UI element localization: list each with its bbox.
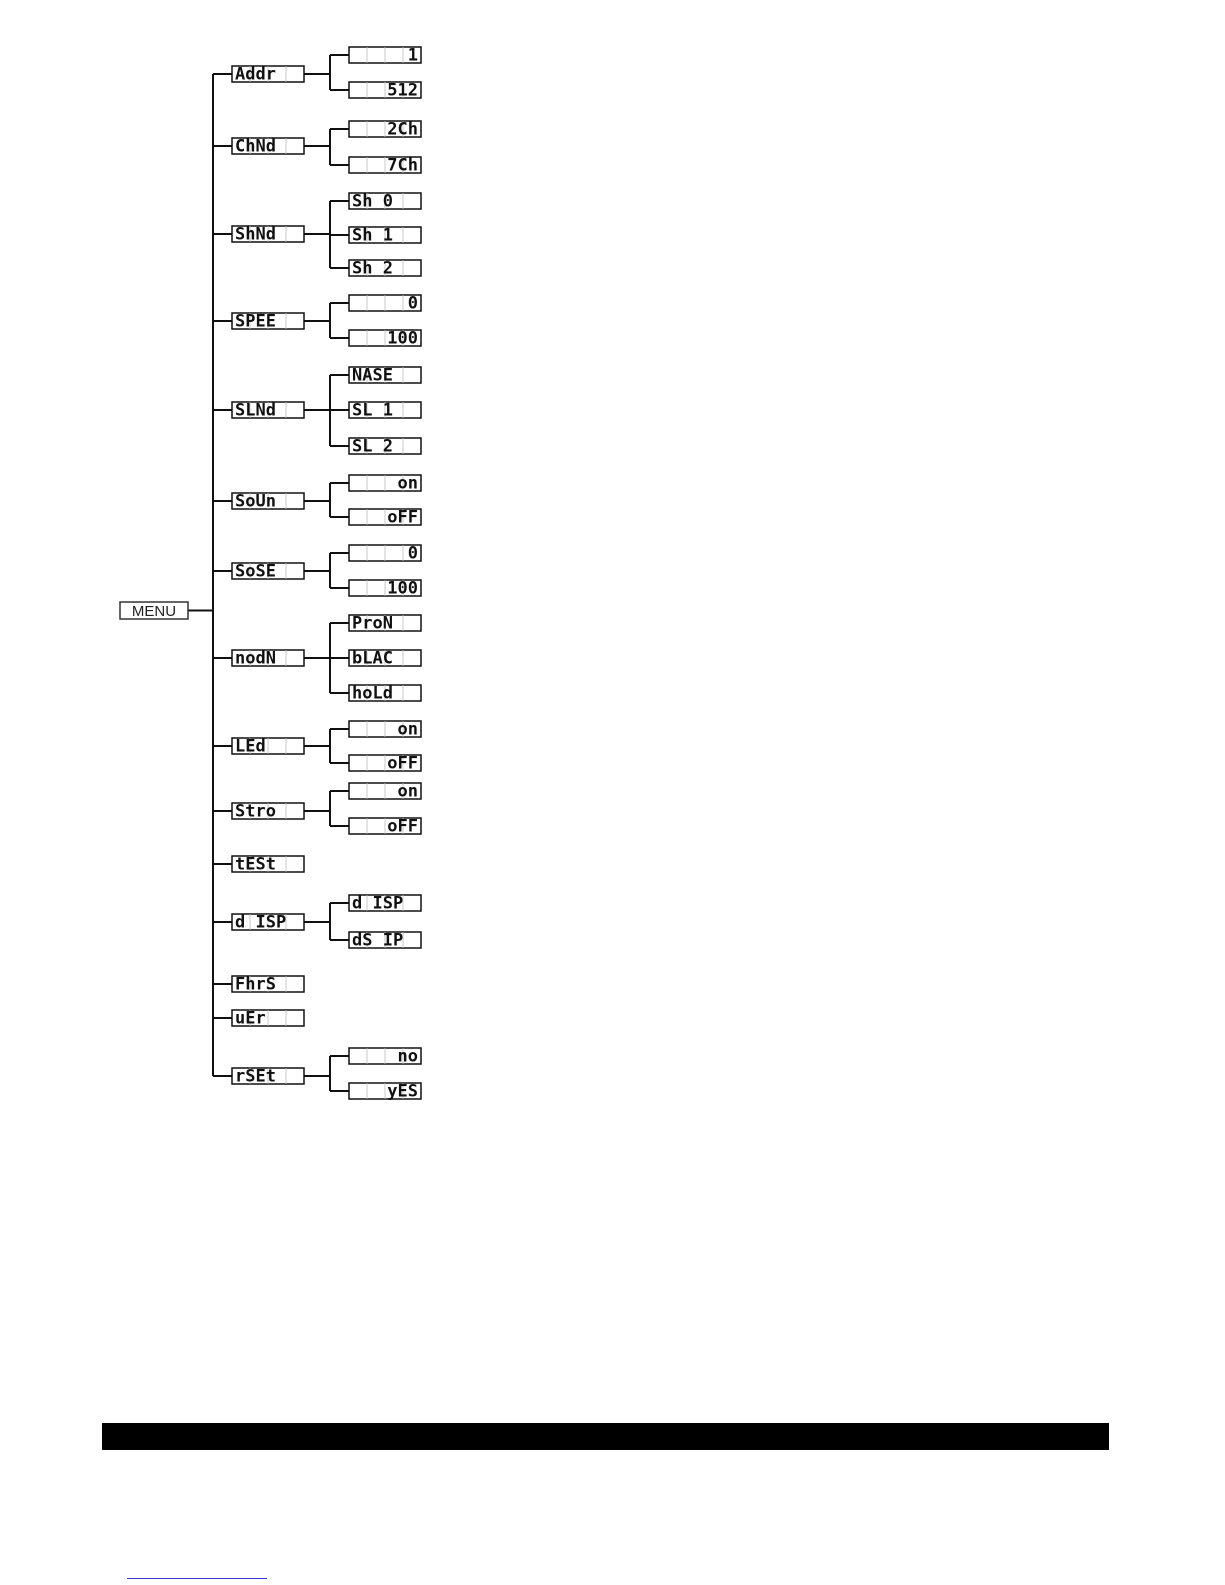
option-disp-0 — [349, 894, 421, 914]
option-soun-1-label: oFF — [387, 507, 418, 528]
menu-item-nodn — [232, 649, 304, 669]
footer-link-underline — [127, 1578, 267, 1579]
option-spee-1 — [349, 329, 421, 349]
menu-item-shmd-label: ShNd — [235, 224, 276, 245]
menu-item-fhrs — [232, 975, 304, 995]
option-addr-1 — [349, 81, 421, 101]
menu-item-nodn-label: nodN — [235, 648, 276, 669]
menu-item-sose — [232, 562, 304, 582]
option-addr-0 — [349, 46, 421, 66]
menu-root-label: MENU — [131, 603, 177, 620]
menu-item-led — [232, 737, 304, 757]
option-stro-0 — [349, 782, 421, 802]
footer-bar — [102, 1423, 1109, 1450]
option-slmd-0 — [349, 366, 421, 386]
option-slmd-2 — [349, 437, 421, 457]
menu-item-led-label: LEd — [235, 736, 266, 757]
option-shmd-0 — [349, 192, 421, 212]
menu-root-box — [120, 602, 188, 620]
option-chmd-0-label: 2Ch — [387, 119, 418, 140]
menu-item-test — [232, 855, 304, 875]
menu-item-shmd — [232, 225, 304, 245]
option-shmd-2 — [349, 259, 421, 279]
option-soun-1 — [349, 508, 421, 528]
option-spee-0 — [349, 294, 421, 314]
option-nodn-0 — [349, 614, 421, 634]
option-spee-0-label: 0 — [407, 293, 418, 314]
option-led-1-label: oFF — [387, 753, 418, 774]
option-disp-1-label: dS IP — [352, 930, 404, 951]
option-stro-1 — [349, 817, 421, 837]
menu-boxes — [120, 46, 421, 1102]
menu-item-spee — [232, 312, 304, 332]
menu-item-rset — [232, 1067, 304, 1087]
option-rset-1 — [349, 1082, 421, 1102]
option-stro-1-label: oFF — [387, 816, 418, 837]
option-sose-1 — [349, 579, 421, 599]
option-nodn-1 — [349, 649, 421, 669]
option-soun-0 — [349, 474, 421, 494]
option-rset-1-label: yES — [387, 1081, 418, 1102]
option-addr-1-label: 512 — [387, 80, 418, 101]
option-led-0 — [349, 720, 421, 740]
option-nodn-1-label: bLAC — [352, 648, 393, 669]
menu-item-addr-label: Addr — [235, 64, 276, 85]
menu-item-slmd-label: SLNd — [235, 400, 276, 421]
option-disp-0-label: d ISP — [352, 893, 404, 914]
menu-item-stro-label: Stro — [235, 801, 276, 822]
menu-item-slmd — [232, 401, 304, 421]
option-slmd-2-label: SL 2 — [352, 436, 393, 457]
option-stro-0-label: on — [397, 781, 418, 802]
menu-item-disp — [232, 913, 304, 933]
menu-item-test-label: tESt — [235, 854, 276, 875]
option-nodn-0-label: ProN — [352, 613, 393, 634]
menu-item-chmd — [232, 137, 304, 157]
option-chmd-1-label: 7Ch — [387, 155, 418, 176]
option-rset-0 — [349, 1047, 421, 1067]
menu-item-disp-label: d ISP — [235, 912, 287, 933]
menu-item-rset-label: rSEt — [235, 1066, 276, 1087]
option-nodn-2-label: hoLd — [352, 683, 393, 704]
option-sose-0 — [349, 544, 421, 564]
menu-item-chmd-label: ChNd — [235, 136, 276, 157]
menu-item-ver-label: uEr — [235, 1008, 266, 1029]
option-spee-1-label: 100 — [387, 328, 418, 349]
menu-item-ver — [232, 1009, 304, 1029]
menu-item-sose-label: SoSE — [235, 561, 276, 582]
option-slmd-0-label: NASE — [352, 365, 393, 386]
option-sose-0-label: 0 — [407, 543, 418, 564]
option-led-0-label: on — [397, 719, 418, 740]
menu-item-stro — [232, 802, 304, 822]
option-rset-0-label: no — [397, 1046, 418, 1067]
option-nodn-2 — [349, 684, 421, 704]
option-shmd-1 — [349, 226, 421, 246]
menu-item-fhrs-label: FhrS — [235, 974, 276, 995]
option-soun-0-label: on — [397, 473, 418, 494]
option-disp-1 — [349, 931, 421, 951]
option-led-1 — [349, 754, 421, 774]
option-slmd-1-label: SL 1 — [352, 400, 393, 421]
option-addr-0-label: 1 — [407, 45, 418, 66]
option-slmd-1 — [349, 401, 421, 421]
option-chmd-1 — [349, 156, 421, 176]
menu-item-soun — [232, 492, 304, 512]
option-shmd-0-label: Sh 0 — [352, 191, 393, 212]
menu-item-addr — [232, 65, 304, 85]
option-shmd-1-label: Sh 1 — [352, 225, 393, 246]
option-shmd-2-label: Sh 2 — [352, 258, 393, 279]
menu-item-soun-label: SoUn — [235, 491, 276, 512]
option-sose-1-label: 100 — [387, 578, 418, 599]
option-chmd-0 — [349, 120, 421, 140]
menu-item-spee-label: SPEE — [235, 311, 276, 332]
